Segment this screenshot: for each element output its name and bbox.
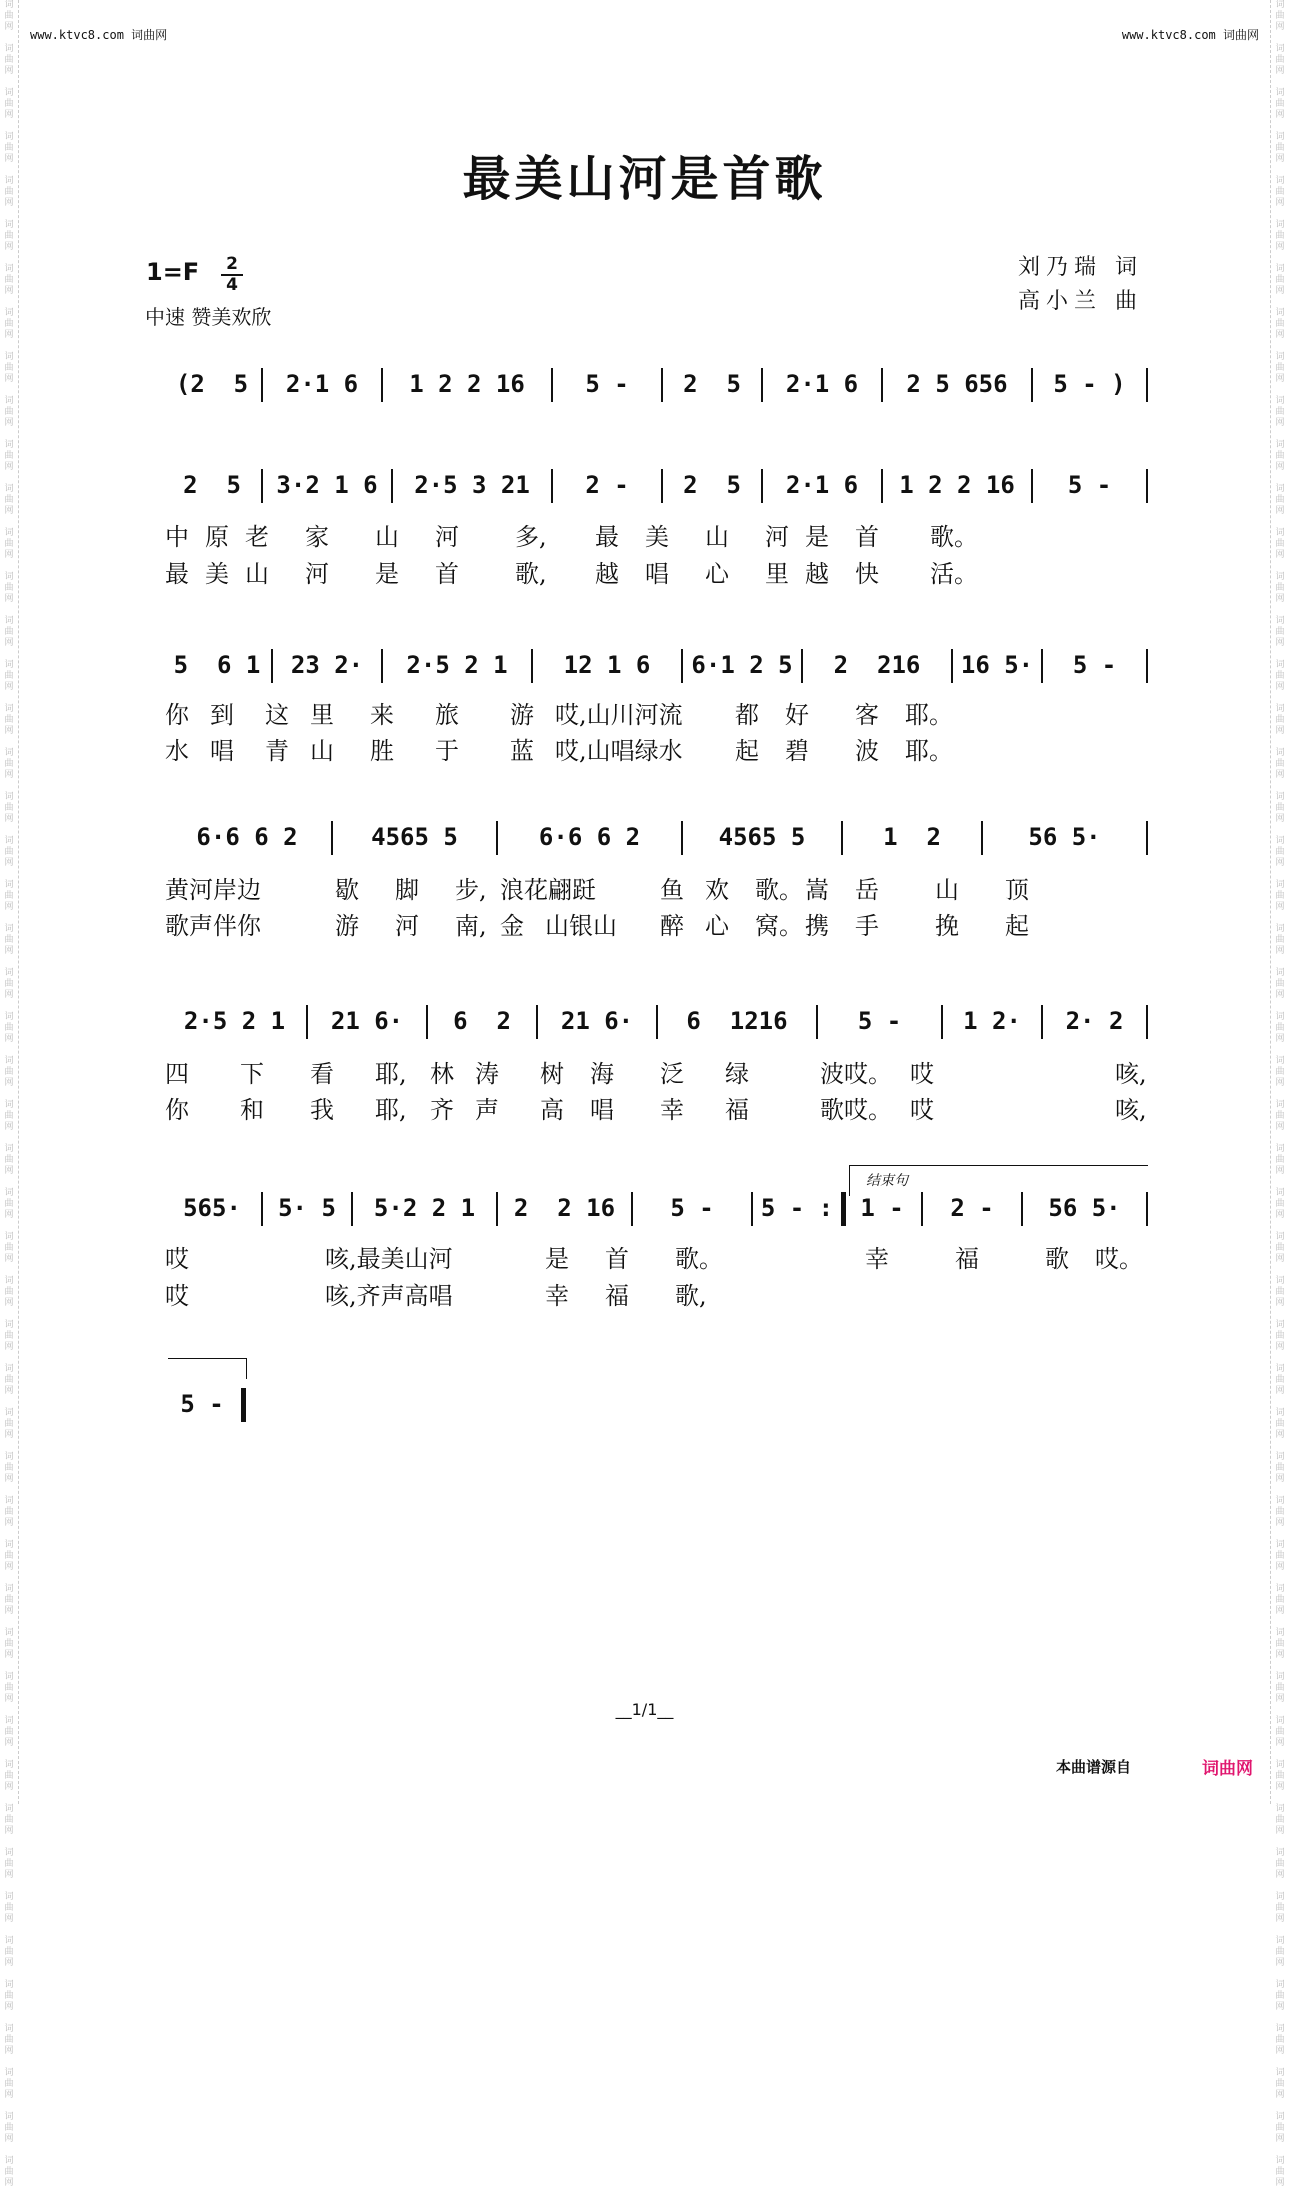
score-line-7 (165, 1384, 1150, 1424)
barline (241, 1388, 246, 1422)
lyric-line-3-verse-2 (165, 731, 1150, 765)
barline (381, 368, 383, 402)
measure: 2·5 3 21 (414, 471, 530, 499)
barline (1146, 469, 1148, 503)
measure: 3·2 1 6 (276, 471, 378, 499)
lyricist-credit: 刘乃瑞 词 (1018, 255, 1143, 280)
barline (661, 469, 663, 503)
lyric-syllable: 歇 (335, 876, 359, 904)
barline (751, 1192, 753, 1226)
lyric-syllable: 哎 (910, 1060, 934, 1088)
lyric-syllable: 越 (805, 560, 829, 588)
lyric-syllable: 耶。 (905, 701, 953, 729)
lyric-syllable: 起 (735, 737, 759, 765)
lyric-line-5-verse-1 (165, 1054, 1150, 1088)
lyric-syllable: 山银山 (545, 912, 617, 940)
lyric-syllable: 泛 (660, 1060, 684, 1088)
measure: 1 - (860, 1194, 904, 1222)
lyric-syllable: 歌 (1045, 1245, 1069, 1273)
measure: 2·1 6 (785, 471, 859, 499)
lyric-syllable: 老 (245, 523, 269, 551)
lyric-syllable: 是 (805, 523, 829, 551)
barline (656, 1005, 658, 1039)
measure: 5 - (1072, 651, 1117, 679)
lyric-syllable: 下 (240, 1060, 264, 1088)
lyric-syllable: 多, (515, 523, 547, 551)
measure: 2 216 (833, 651, 921, 679)
barline (841, 821, 843, 855)
lyric-syllable: 福 (605, 1282, 629, 1310)
lyric-line-2-verse-2 (165, 554, 1150, 588)
lyric-syllable: 歌, (515, 560, 547, 588)
barline (331, 821, 333, 855)
lyric-syllable: 碧 (785, 737, 809, 765)
barline (631, 1192, 633, 1226)
lyric-syllable: 欢 (705, 876, 729, 904)
lyric-syllable: 蓝 (510, 737, 534, 765)
lyric-syllable: 唱 (645, 560, 669, 588)
lyric-syllable: 心 (705, 560, 729, 588)
measure: 6 1216 (686, 1007, 788, 1035)
lyric-syllable: 美 (645, 523, 669, 551)
lyric-line-3-verse-1 (165, 695, 1150, 729)
barline (1031, 469, 1033, 503)
measure: 16 5· (960, 651, 1034, 679)
lyric-syllable: 歌。 (930, 523, 978, 551)
barline (881, 368, 883, 402)
lyric-syllable: 快 (855, 560, 879, 588)
score-line-1 (165, 364, 1150, 404)
measure: 56 5· (1028, 823, 1101, 851)
score-line-6 (165, 1188, 1150, 1228)
lyric-syllable: 我 (310, 1096, 334, 1124)
barline (941, 1005, 943, 1039)
measure: 4565 5 (718, 823, 806, 851)
tempo-marking: 中速 赞美欢欣 (145, 305, 272, 329)
measure: 2 5 (683, 471, 741, 499)
time-signature (221, 256, 243, 294)
lyric-syllable: 最 (165, 560, 189, 588)
barline (1146, 649, 1148, 683)
barline (261, 469, 263, 503)
lyric-syllable: 咳, (1115, 1060, 1147, 1088)
lyric-syllable: 河 (305, 560, 329, 588)
lyric-syllable: 你 (165, 701, 189, 729)
measure: 2·1 6 (785, 370, 859, 398)
lyric-syllable: 嵩 (805, 876, 829, 904)
lyric-line-4-verse-2 (165, 906, 1150, 940)
lyric-syllable: 水 (165, 737, 189, 765)
lyric-syllable: 胜 (370, 737, 394, 765)
site-url-right[interactable]: www.ktvc8.com 词曲网 (1121, 28, 1259, 42)
lyric-syllable: 耶, (375, 1060, 407, 1088)
barline (351, 1192, 353, 1226)
lyric-syllable: 南, (455, 912, 487, 940)
lyric-syllable: 最 (595, 523, 619, 551)
measure: 6·6 6 2 (538, 823, 641, 851)
barline (1041, 1005, 1043, 1039)
barline (1041, 649, 1043, 683)
lyric-syllable: 齐 (430, 1096, 454, 1124)
measure: 56 5· (1048, 1194, 1121, 1222)
score-line-2 (165, 465, 1150, 505)
measure: 12 1 6 (563, 651, 651, 679)
barline (951, 649, 953, 683)
barline (536, 1005, 538, 1039)
barline (981, 821, 983, 855)
barline (496, 821, 498, 855)
lyric-syllable: 客 (855, 701, 879, 729)
lyric-syllable: 脚 (395, 876, 419, 904)
song-title: 最美山河是首歌 (462, 151, 827, 207)
lyric-syllable: 金 (500, 912, 524, 940)
lyric-syllable: 哎 (910, 1096, 934, 1124)
lyric-syllable: 家 (305, 523, 329, 551)
lyric-syllable: 心 (705, 912, 729, 940)
barline (661, 368, 663, 402)
lyric-syllable: 首 (855, 523, 879, 551)
lyric-syllable: 山 (935, 876, 959, 904)
barline (761, 368, 763, 402)
lyric-syllable: 于 (435, 737, 459, 765)
lyric-syllable: 手 (855, 912, 879, 940)
lyric-syllable: 幸 (865, 1245, 889, 1273)
barline (681, 821, 683, 855)
lyric-syllable: 你 (165, 1096, 189, 1124)
measure: 4565 5 (371, 823, 458, 851)
lyric-syllable: 波 (855, 737, 879, 765)
key-signature: 1=F (146, 258, 200, 286)
lyric-syllable: 歌。 (755, 876, 803, 904)
measure: 5 - : (760, 1194, 834, 1222)
lyric-syllable: 哎。 (1095, 1245, 1143, 1273)
lyric-syllable: 看 (310, 1060, 334, 1088)
lyric-syllable: 这 (265, 701, 289, 729)
lyric-syllable: 幸 (660, 1096, 684, 1124)
measure: 2 5 (183, 471, 241, 499)
barline (801, 649, 803, 683)
lyric-syllable: 咳, (1115, 1096, 1147, 1124)
measure: 6·6 6 2 (196, 823, 298, 851)
lyric-syllable: 福 (955, 1245, 979, 1273)
lyric-syllable: 游 (335, 912, 359, 940)
right-watermark-strip: 词 曲 网 词 曲 网 词 曲 网 词 曲 网 词 曲 网 词 曲 网 词 曲 网 词 曲 网 词 曲 网 词 曲 网 词 曲 网 词 曲 网 词 曲 网 词 曲 网 词 曲 网 词 曲 网 词 曲 网 词 曲 网 词 曲 网 词 曲 网 词 曲 网 词 曲 网 词 曲 网 词 曲 网 词 曲 网 词 曲 网 词 曲 网 词 曲 网 词 曲 网 词 曲 网 词 曲 网 词 曲 网 词 曲 网 词 曲 网 词 曲 网 词 曲 网 词 曲 网 词 曲 网 词 曲 网 词 曲 网 词 曲 网 词 曲 网 词 曲 网 词 曲 网 词 曲 网 词 曲 网 词 曲 网 词 曲 网 词 曲 网 词 曲 网 (1270, 0, 1289, 1804)
time-signature-top: 2 (226, 254, 238, 274)
lyric-syllable: 耶。 (905, 737, 953, 765)
measure: 5·2 2 1 (373, 1194, 476, 1222)
measure: 2 - (585, 471, 629, 499)
lyric-syllable: 唱 (210, 737, 234, 765)
barline (1146, 821, 1148, 855)
lyric-syllable: 首 (605, 1245, 629, 1273)
lyric-line-5-verse-2 (165, 1090, 1150, 1124)
lyric-syllable: 哎 (165, 1282, 189, 1310)
barline (261, 368, 263, 402)
lyric-syllable: 中 (165, 523, 189, 551)
lyric-syllable: 醉 (660, 912, 684, 940)
barline (551, 368, 553, 402)
lyric-syllable: 咳,最美山河 (325, 1245, 453, 1273)
lyric-syllable: 歌声伴你 (165, 912, 261, 940)
lyric-syllable: 涛 (475, 1060, 499, 1088)
barline (551, 469, 553, 503)
composer-credit: 高小兰 曲 (1018, 289, 1143, 314)
barline (1146, 1192, 1148, 1226)
lyric-syllable: 耶, (375, 1096, 407, 1124)
lyric-syllable: 原 (205, 523, 229, 551)
barline (681, 649, 683, 683)
lyric-syllable: 山 (310, 737, 334, 765)
score-line-4 (165, 817, 1150, 857)
measure: 2 - (950, 1194, 994, 1222)
measure: 6·1 2 5 (691, 651, 793, 679)
measure: 1 2 2 16 (409, 370, 525, 398)
lyric-syllable: 山 (705, 523, 729, 551)
lyric-syllable: 里 (310, 701, 334, 729)
lyric-syllable: 哎,山川河流 (555, 701, 683, 729)
lyric-syllable: 旅 (435, 701, 459, 729)
barline (381, 649, 383, 683)
source-label: 本曲谱源自 (1056, 1758, 1132, 1776)
lyric-syllable: 哎 (165, 1245, 189, 1273)
lyric-line-2-verse-1 (165, 517, 1150, 551)
lyric-syllable: 好 (785, 701, 809, 729)
barline (271, 649, 273, 683)
lyric-syllable: 歌。 (675, 1245, 723, 1273)
barline (761, 469, 763, 503)
lyric-syllable: 歌, (675, 1282, 707, 1310)
measure: 2·5 2 1 (406, 651, 508, 679)
time-signature-bottom: 4 (226, 275, 238, 295)
lyric-syllable: 海 (590, 1060, 614, 1088)
barline (1146, 368, 1148, 402)
measure: 2 2 16 (513, 1194, 616, 1222)
lyric-syllable: 步, (455, 876, 487, 904)
lyric-syllable: 挽 (935, 912, 959, 940)
lyric-syllable: 绿 (725, 1060, 749, 1088)
barline (261, 1192, 263, 1226)
measure: 5· 5 (278, 1194, 336, 1222)
lyric-syllable: 哎,山唱绿水 (555, 737, 683, 765)
measure: 5 - ) (1053, 370, 1126, 398)
measure: 5 - (180, 1390, 224, 1418)
score-line-5 (165, 1001, 1150, 1041)
measure: 2·5 2 1 (183, 1007, 286, 1035)
lyric-syllable: 美 (205, 560, 229, 588)
barline (1031, 368, 1033, 402)
lyric-syllable: 咳,齐声高唱 (325, 1282, 453, 1310)
measure: 5 - (1067, 471, 1112, 499)
lyric-syllable: 岳 (855, 876, 879, 904)
lyric-line-6-verse-1 (165, 1239, 1150, 1273)
lyric-syllable: 山 (375, 523, 399, 551)
lyric-syllable: 游 (510, 701, 534, 729)
lyric-syllable: 山 (245, 560, 269, 588)
score-line-3 (165, 645, 1150, 685)
brand-logo-text[interactable]: 词曲网 (1202, 1759, 1253, 1779)
lyric-syllable: 福 (725, 1096, 749, 1124)
left-watermark-strip: 词 曲 网 词 曲 网 词 曲 网 词 曲 网 词 曲 网 词 曲 网 词 曲 网 词 曲 网 词 曲 网 词 曲 网 词 曲 网 词 曲 网 词 曲 网 词 曲 网 词 曲 网 词 曲 网 词 曲 网 词 曲 网 词 曲 网 词 曲 网 词 曲 网 词 曲 网 词 曲 网 词 曲 网 词 曲 网 词 曲 网 词 曲 网 词 曲 网 词 曲 网 词 曲 网 词 曲 网 词 曲 网 词 曲 网 词 曲 网 词 曲 网 词 曲 网 词 曲 网 词 曲 网 词 曲 网 词 曲 网 词 曲 网 词 曲 网 词 曲 网 词 曲 网 词 曲 网 词 曲 网 词 曲 网 词 曲 网 词 曲 网 词 曲 网 (0, 0, 19, 1804)
measure: 1 2· (963, 1007, 1021, 1035)
measure: 21 6· (330, 1007, 404, 1035)
measure: 5 - (857, 1007, 902, 1035)
measure: 6 2 (453, 1007, 511, 1035)
lyric-syllable: 四 (165, 1060, 189, 1088)
lyric-syllable: 是 (375, 560, 399, 588)
barline (921, 1192, 923, 1226)
lyric-line-6-verse-2 (165, 1276, 1150, 1310)
lyric-syllable: 河 (765, 523, 789, 551)
lyric-syllable: 携 (805, 912, 829, 940)
lyric-syllable: 到 (210, 701, 234, 729)
lyric-syllable: 起 (1005, 912, 1029, 940)
measure: 1 2 2 16 (899, 471, 1015, 499)
ending-bracket-final (168, 1358, 247, 1379)
measure: (2 5 (175, 370, 249, 398)
ending-label: 结束句 (866, 1173, 908, 1189)
lyric-syllable: 和 (240, 1096, 264, 1124)
lyric-syllable: 来 (370, 701, 394, 729)
barline (531, 649, 533, 683)
lyric-syllable: 越 (595, 560, 619, 588)
lyric-syllable: 都 (735, 701, 759, 729)
lyric-syllable: 波哎。 (820, 1060, 892, 1088)
lyric-syllable: 鱼 (660, 876, 684, 904)
lyric-syllable: 树 (540, 1060, 564, 1088)
lyric-syllable: 唱 (590, 1096, 614, 1124)
measure: 2· 2 (1065, 1007, 1124, 1035)
barline (306, 1005, 308, 1039)
lyric-syllable: 青 (265, 737, 289, 765)
lyric-syllable: 里 (765, 560, 789, 588)
measure: 1 2 (883, 823, 941, 851)
measure: 23 2· (290, 651, 364, 679)
measure: 21 6· (560, 1007, 634, 1035)
barline (1021, 1192, 1023, 1226)
lyric-syllable: 黄河岸边 (165, 876, 261, 904)
measure: 2 5 (683, 370, 741, 398)
lyric-syllable: 高 (540, 1096, 564, 1124)
barline (426, 1005, 428, 1039)
site-url-left[interactable]: www.ktvc8.com 词曲网 (30, 28, 168, 42)
barline (391, 469, 393, 503)
barline (881, 469, 883, 503)
lyric-syllable: 是 (545, 1245, 569, 1273)
measure: 565· (183, 1194, 241, 1222)
page-number: __1/1__ (615, 1700, 674, 1719)
measure: 5 6 1 (173, 651, 261, 679)
measure: 2 5 656 (906, 370, 1008, 398)
measure: 5 - (670, 1194, 714, 1222)
lyric-syllable: 浪花翩跹 (500, 876, 596, 904)
lyric-syllable: 活。 (930, 560, 978, 588)
lyric-syllable: 幸 (545, 1282, 569, 1310)
lyric-line-4-verse-1 (165, 870, 1150, 904)
lyric-syllable: 窝。 (755, 912, 803, 940)
barline (1146, 1005, 1148, 1039)
barline (496, 1192, 498, 1226)
measure: 2·1 6 (285, 370, 359, 398)
lyric-syllable: 首 (435, 560, 459, 588)
lyric-syllable: 河 (435, 523, 459, 551)
lyric-syllable: 林 (430, 1060, 454, 1088)
barline (816, 1005, 818, 1039)
lyric-syllable: 歌哎。 (820, 1096, 892, 1124)
lyric-syllable: 河 (395, 912, 419, 940)
lyric-syllable: 顶 (1005, 876, 1029, 904)
lyric-syllable: 声 (475, 1096, 499, 1124)
measure: 5 - (585, 370, 629, 398)
